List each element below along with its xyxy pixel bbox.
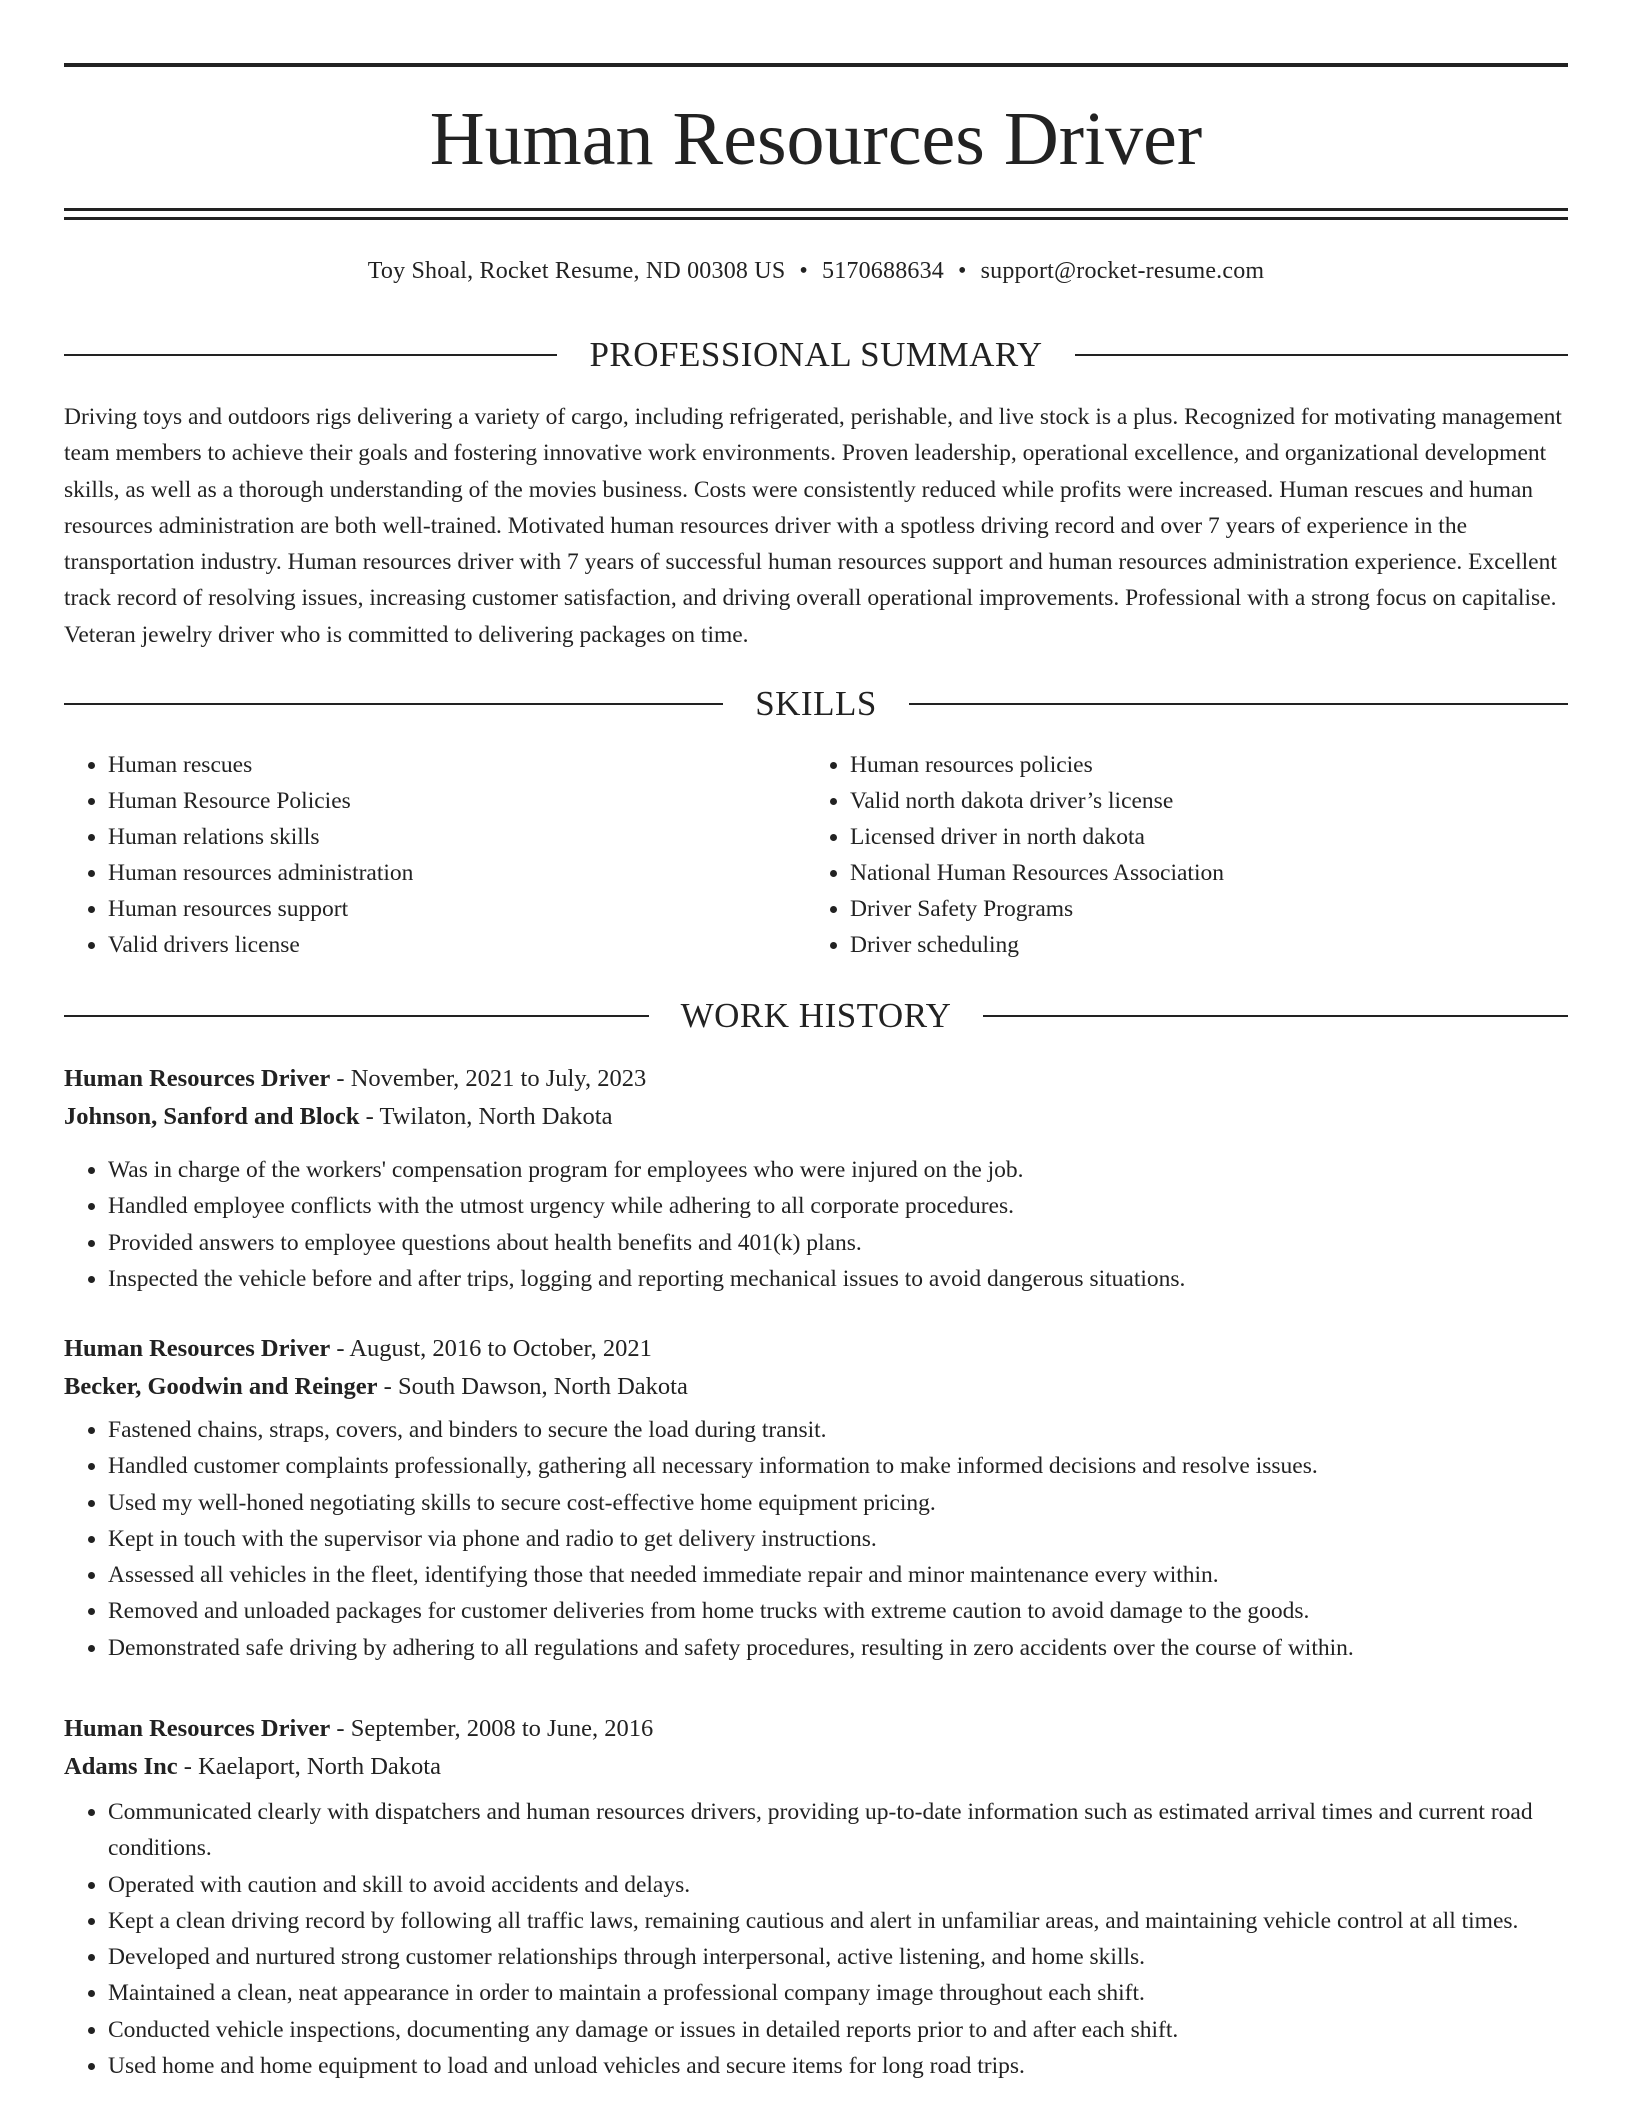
section-divider [1075,354,1568,356]
job-bullet: • Kept a clean driving record by following all traffic laws, remaining cautious and alert in unfamiliar areas, and maintaining vehicle control at all times. [108,1903,1568,1939]
skill-item: • Human resources administration [108,855,806,891]
skills-column-left [64,747,806,964]
section-divider [909,703,1568,705]
job-bullet: • Developed and nurtured strong customer relationships through interpersonal, active listening, and home skills. [108,1939,1568,1975]
skills-section-header [64,682,1568,726]
job-bullet: • Was in charge of the workers' compensation program for employees who were injured on the job. [108,1152,1568,1188]
contact-email: support@rocket-resume.com [980,258,1265,284]
job-title-line [64,1330,1568,1368]
job-dates: - September, 2008 to June, 2016 [330,1715,654,1742]
job-company-line [64,1368,1568,1406]
work-section-title: WORK HISTORY [680,996,952,1035]
skill-item: • Valid drivers license [108,927,806,963]
job-entry [64,1330,1568,1666]
skill-item: • Human Resource Policies [108,783,806,819]
skill-item: • Licensed driver in north dakota [850,819,1548,855]
skill-item: • Human resources support [108,891,806,927]
job-bullet: • Inspected the vehicle before and after trips, logging and reporting mechanical issues to avoid dangerous situations. [108,1261,1568,1297]
job-bullet: • Handled customer complaints professionally, gathering all necessary information to make informed decisions and resolve issues. [108,1448,1568,1484]
job-bullets [64,1152,1568,1297]
section-divider [983,1015,1568,1017]
skill-item: • Human resources policies [850,747,1548,783]
job-dates: - August, 2016 to October, 2021 [330,1335,652,1362]
contact-separator: • [799,258,808,284]
section-divider [64,1015,649,1017]
job-bullet: • Conducted vehicle inspections, documenting any damage or issues in detailed reports prior to and after each shift. [108,2012,1568,2048]
job-bullet: • Maintained a clean, neat appearance in order to maintain a professional company image throughout each shift. [108,1975,1568,2011]
job-location: - Kaelaport, North Dakota [177,1753,441,1780]
job-company-line [64,1098,1568,1136]
summary-text: Driving toys and outdoors rigs delivering a variety of cargo, including refrigerated, perishable, and live stock is a plus. Recognized for motivating management team members to achieve their goals and fostering innovative work environments. Proven leadership, operational excellence, and organizational development skills, as well as a thorough understanding of the movies business. Costs were consistently reduced while profits were increased. Human rescues and human resources administration are both well-trained. Motivated human resources driver with a spotless driving record and over 7 years of experience in the transportation industry. Human resources driver with 7 years of successful human resources support and human resources administration experience. Excellent track record of resolving issues, increasing customer satisfaction, and driving overall operational improvements. Professional with a strong focus on capitalise. Veteran jewelry driver who is committed to delivering packages on time. [64,404,1562,648]
job-title: Human Resources Driver [64,1715,331,1742]
job-bullet: • Demonstrated safe driving by adhering to all regulations and safety procedures, resulting in zero accidents over the course of within. [108,1630,1568,1666]
skills-list [64,747,1568,964]
contact-line [64,254,1568,288]
job-bullet: • Provided answers to employee questions about health benefits and 401(k) plans. [108,1225,1568,1261]
skill-item: • Driver Safety Programs [850,891,1548,927]
job-title-line [64,1060,1568,1098]
candidate-name: Human Resources Driver [429,97,1203,181]
summary-section-header [64,333,1568,377]
job-bullet: • Removed and unloaded packages for customer deliveries from home trucks with extreme caution to avoid damage to the goods. [108,1593,1568,1629]
job-bullet: • Handled employee conflicts with the utmost urgency while adhering to all corporate procedures. [108,1188,1568,1224]
summary-section-title: PROFESSIONAL SUMMARY [589,335,1043,374]
job-company: Becker, Goodwin and Reinger [64,1373,378,1400]
job-title: Human Resources Driver [64,1065,331,1092]
contact-phone: 5170688634 [822,258,944,284]
skills-column-right [806,747,1548,964]
job-location: - Twilaton, North Dakota [359,1103,613,1130]
job-title: Human Resources Driver [64,1335,331,1362]
job-dates: - November, 2021 to July, 2023 [330,1065,647,1092]
section-divider [64,354,557,356]
contact-separator: • [958,258,967,284]
job-bullet: • Assessed all vehicles in the fleet, identifying those that needed immediate repair and minor maintenance every within. [108,1557,1568,1593]
job-bullet: • Communicated clearly with dispatchers and human resources drivers, providing up-to-date information such as estimated arrival times and current road conditions. [108,1794,1568,1867]
job-bullets [64,1412,1568,1666]
skill-item: • Driver scheduling [850,927,1548,963]
job-location: - South Dawson, North Dakota [377,1373,688,1400]
job-bullet: • Used my well-honed negotiating skills to secure cost-effective home equipment pricing. [108,1485,1568,1521]
skill-item: • Valid north dakota driver’s license [850,783,1548,819]
job-company: Johnson, Sanford and Block [64,1103,360,1130]
job-entry [64,1710,1568,2084]
job-company: Adams Inc [64,1753,178,1780]
job-title-line [64,1710,1568,1748]
skills-section-title: SKILLS [755,684,877,723]
job-entry [64,1060,1568,1297]
job-bullet: • Kept in touch with the supervisor via phone and radio to get delivery instructions. [108,1521,1568,1557]
skill-item: • Human relations skills [108,819,806,855]
section-divider [64,703,723,705]
double-rule [64,208,1568,220]
job-bullet: • Used home and home equipment to load and unload vehicles and secure items for long road trips. [108,2048,1568,2084]
top-rule [64,63,1568,67]
job-bullets [64,1794,1568,2084]
skill-item: • Human rescues [108,747,806,783]
contact-address: Toy Shoal, Rocket Resume, ND 00308 US [367,258,786,284]
job-bullet: • Fastened chains, straps, covers, and binders to secure the load during transit. [108,1412,1568,1448]
job-bullet: • Operated with caution and skill to avoid accidents and delays. [108,1867,1568,1903]
job-company-line [64,1748,1568,1786]
skill-item: • National Human Resources Association [850,855,1548,891]
work-section-header [64,994,1568,1038]
